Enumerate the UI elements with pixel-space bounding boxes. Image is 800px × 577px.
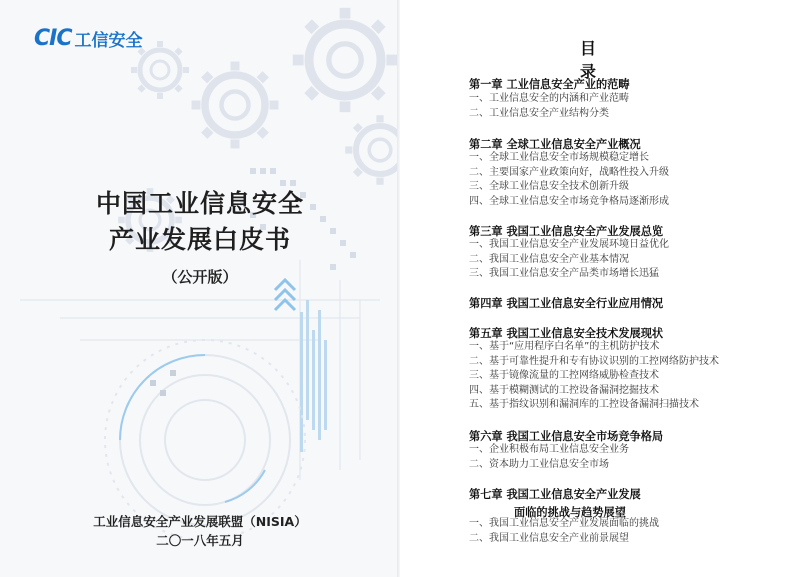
list-item: 二、基于可靠性提升和专有协议识别的工控网络防护技术 (469, 355, 719, 367)
cover-title-line1: 中国工业信息安全 (95, 189, 304, 218)
chapter-title: 第三章 我国工业信息安全产业发展总览 (469, 224, 664, 238)
list-item: 二、资本助力工业信息安全市场 (469, 458, 609, 470)
list-item: 四、基于模糊测试的工控设备漏洞挖掘技术 (469, 384, 659, 396)
logo-text: 工信安全 (74, 31, 143, 51)
list-item: 一、工业信息安全的内涵和产业范畴 (469, 93, 629, 104)
list-item: 一、我国工业信息安全产业发展环境日益优化 (469, 239, 669, 250)
chapter-items (469, 517, 659, 546)
cover-title-line2: 产业发展白皮书 (108, 225, 291, 254)
list-item: 一、基于“应用程序白名单”的主机防护技术 (469, 341, 660, 352)
chapter-items (469, 92, 629, 121)
chapter-title: 第四章 我国工业信息安全行业应用情况 (469, 296, 664, 310)
cover-org: 工业信息安全产业发展联盟（NISIA） (93, 514, 307, 529)
list-item: 二、主要国家产业政策向好，战略性投入升级 (469, 166, 669, 178)
chapter-title (469, 486, 641, 520)
list-item: 三、全球工业信息安全技术创新升级 (469, 181, 629, 193)
list-item: 二、我国工业信息安全产业基本情况 (469, 253, 629, 265)
list-item: 二、工业信息安全产业结构分类 (469, 107, 609, 119)
cover-edition: （公开版） (162, 268, 238, 286)
chapter-title: 第二章 全球工业信息安全产业概况 (469, 137, 641, 151)
chapter-items (469, 443, 629, 472)
chapter-items (469, 340, 719, 413)
list-item: 五、基于指纹识别和漏洞库的工控设备漏洞扫描技术 (469, 399, 699, 411)
toc-title: 目录 (580, 39, 597, 81)
cover-date: 二〇一八年五月 (156, 533, 244, 548)
cover-title (0, 186, 400, 258)
chapter-items (469, 238, 669, 282)
list-item: 一、企业积极布局工业信息安全业务 (469, 444, 629, 455)
logo-mark: CIC (34, 26, 72, 51)
chapter-title-line: 第七章 我国工业信息安全产业发展 (469, 487, 641, 501)
chapter-title: 第一章 工业信息安全产业的范畴 (469, 77, 630, 91)
cic-logo (34, 26, 142, 51)
chapter-title: 第六章 我国工业信息安全市场竞争格局 (469, 429, 664, 443)
chapter-title: 第五章 我国工业信息安全技术发展现状 (469, 326, 664, 340)
chapter-title-continued: 面临的挑战与趋势展望 (514, 505, 626, 519)
list-item: 二、我国工业信息安全产业前景展望 (469, 532, 629, 544)
list-item: 三、基于镜像流量的工控网络威胁检查技术 (469, 370, 659, 382)
list-item: 三、我国工业信息安全产品类市场增长迅猛 (469, 268, 659, 280)
chapter-items (469, 151, 669, 209)
list-item: 一、全球工业信息安全市场规模稳定增长 (469, 152, 649, 163)
list-item: 四、全球工业信息安全市场竞争格局逐渐形成 (469, 195, 669, 207)
list-item: 一、我国工业信息安全产业发展面临的挑战 (469, 518, 659, 529)
